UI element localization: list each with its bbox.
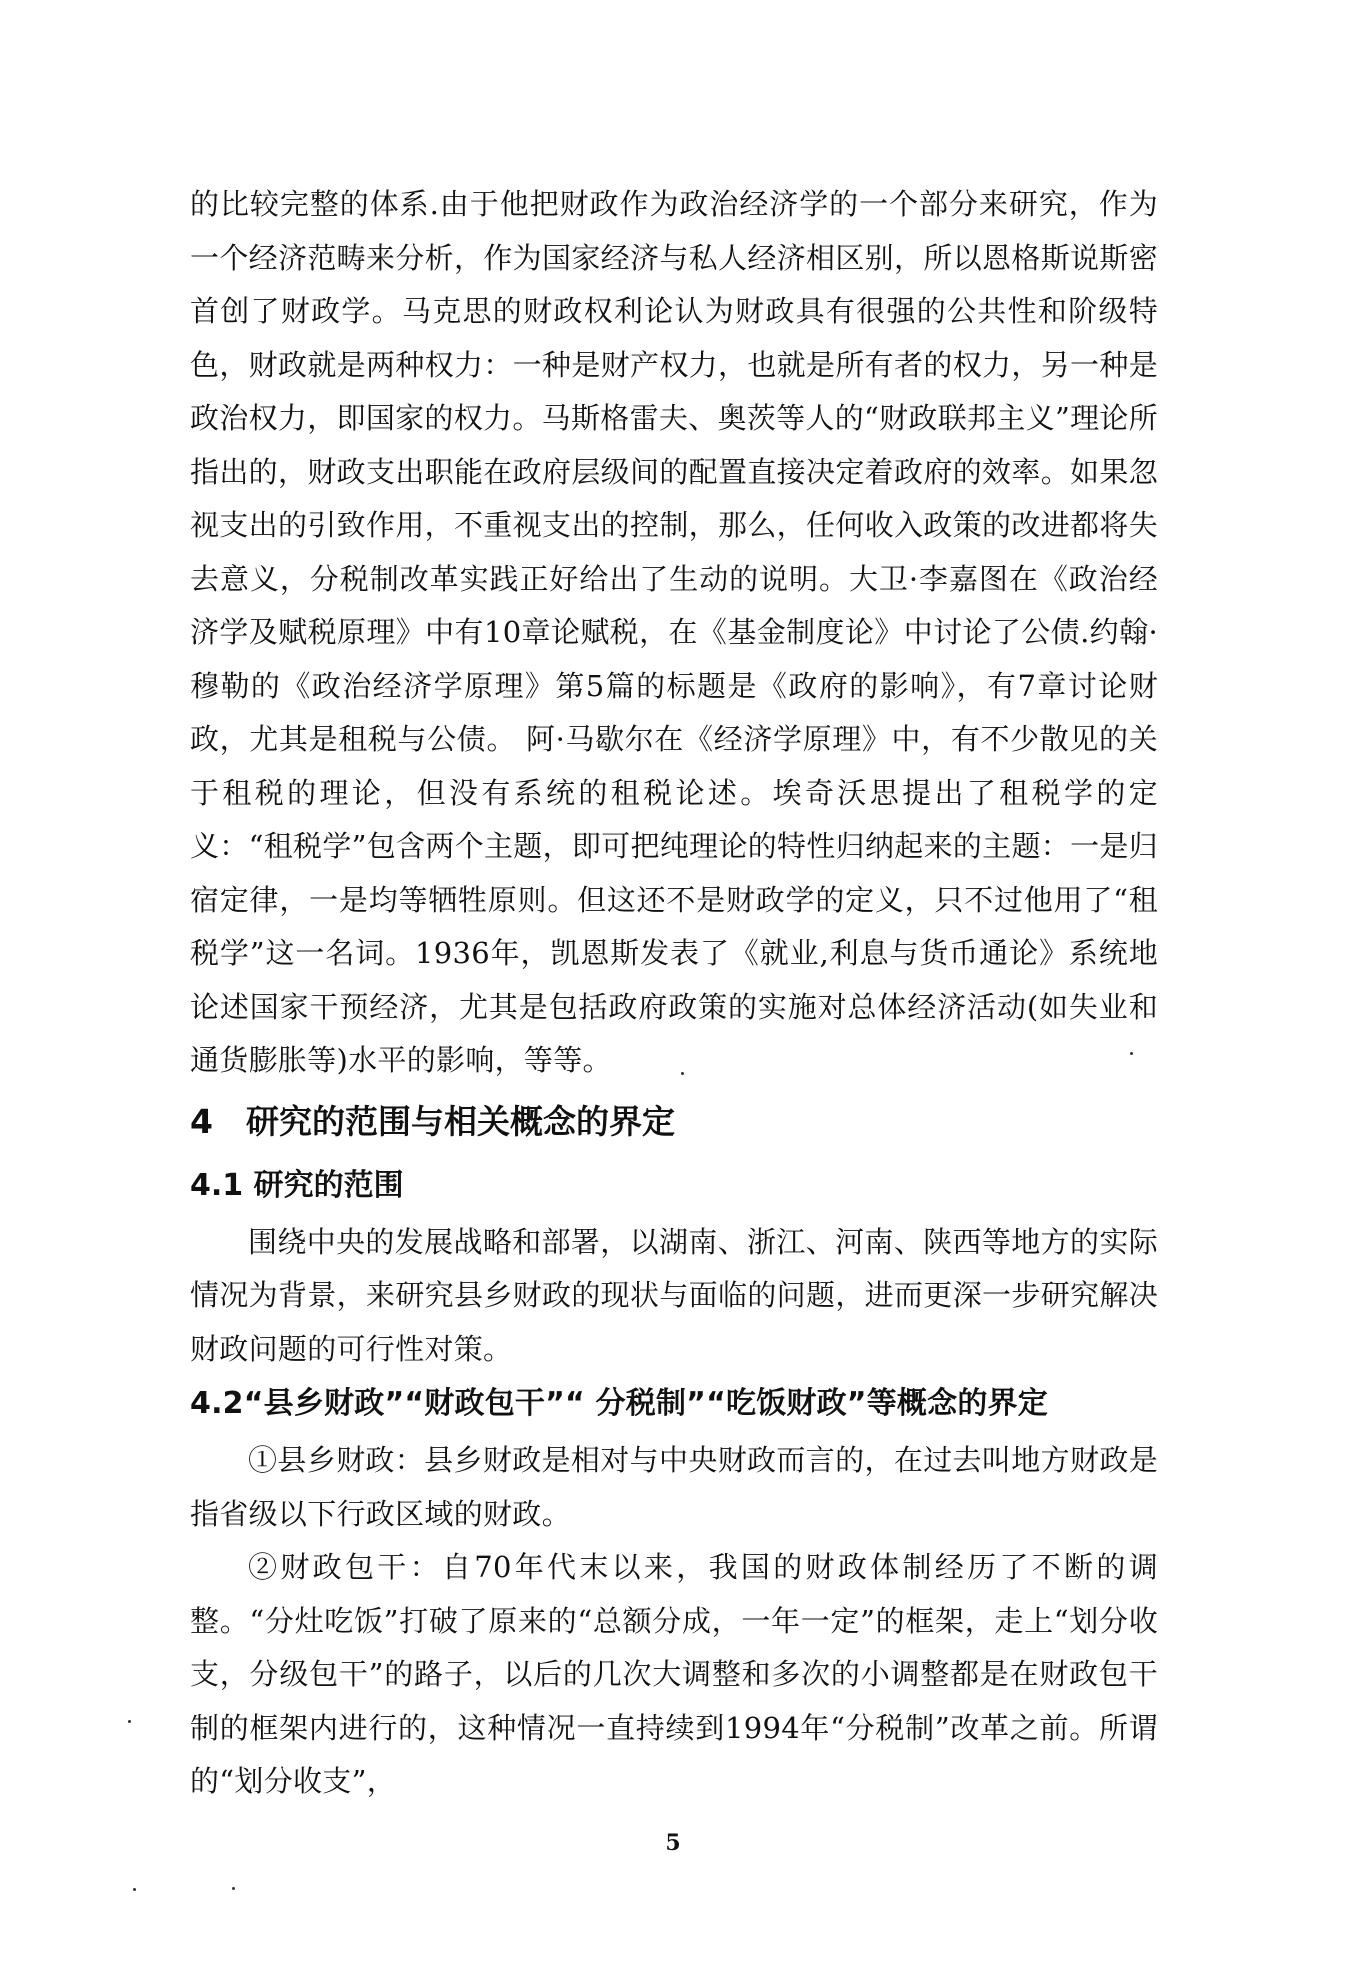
page-number: 5 <box>665 1830 681 1856</box>
subsection-heading-4-1: 4.1 研究的范围 <box>190 1167 404 1203</box>
section-heading-4 <box>190 1096 1158 1148</box>
definition-item-2: ②财政包干：自70年代末以来，我国的财政体制经历了不断的调整。“分灶吃饭”打破了原来的“总额分成，一年一定”的框架，走上“划分收支，分级包干”的路子，以后的几次大调整和多次的小调整都是在财政包干制的框架内进行的，这种情况一直持续到1994年“分税制”改革之前。所谓的“划分收支”， <box>190 1550 1158 1798</box>
definition-item-1: ①县乡财政：县乡财政是相对与中央财政而言的，在过去叫地方财政是指省级以下行政区域的财政。 <box>190 1443 1158 1531</box>
body-paragraph: 的比较完整的体系.由于他把财政作为政治经济学的一个部分来研究，作为一个经济范畴来分析，作为国家经济与私人经济相区别，所以恩格斯说斯密首创了财政学。马克思的财政权利论认为财政具有很强的公共性和阶级特色，财政就是两种权力：一种是财产权力，也就是所有者的权力，另一种是政治权力，即国家的权力。马斯格雷夫、奥茨等人的“财政联邦主义”理论所指出的，财政支出职能在政府层级间的配置直接决定着政府的效率。如果忽视支出的引致作用，不重视支出的控制，那么，任何收入政策的改进都将失去意义，分税制改革实践正好给出了生动的说明。大卫·李嘉图在《政治经济学及赋税原理》中有10章论赋税，在《基金制度论》中讨论了公债.约翰·穆勒的《政治经济学原理》第5篇的标题是《政府的影响》，有7章讨论财政，尤其是租税与公债。 阿·马歇尔在《经济学原理》中，有不少散见的关于租税的理论，但没有系统的租税论述。埃奇沃思提出了租税学的定义：“租税学”包含两个主题，即可把纯理论的特性归纳起来的主题：一是归宿定律，一是均等牺牲原则。但这还不是财政学的定义，只不过他用了“租税学”这一名词。1936年，凯恩斯发表了《就业,利息与货币通论》系统地论述国家干预经济，尤其是包括政府政策的实施对总体经济活动(如失业和通货膨胀等)水平的影响，等等。 <box>190 187 1158 1077</box>
subsection-paragraph: 围绕中央的发展战略和部署，以湖南、浙江、河南、陕西等地方的实际情况为背景，来研究县乡财政的现状与面临的问题，进而更深一步研究解决财政问题的可行性对策。 <box>190 1224 1158 1366</box>
scan-speck <box>133 1888 136 1891</box>
section-title: 研究的范围与相关概念的界定 <box>246 1101 675 1141</box>
section-number: 4 <box>190 1101 213 1141</box>
scan-speck <box>681 1072 684 1075</box>
scan-speck <box>1130 1052 1133 1055</box>
scan-speck <box>128 1720 131 1723</box>
subsection-heading-4-2: 4.2“县乡财政”“财政包干”“ 分税制”“吃饭财政”等概念的界定 <box>190 1386 1048 1421</box>
scan-speck <box>232 1887 235 1890</box>
page-content <box>190 178 1158 1809</box>
